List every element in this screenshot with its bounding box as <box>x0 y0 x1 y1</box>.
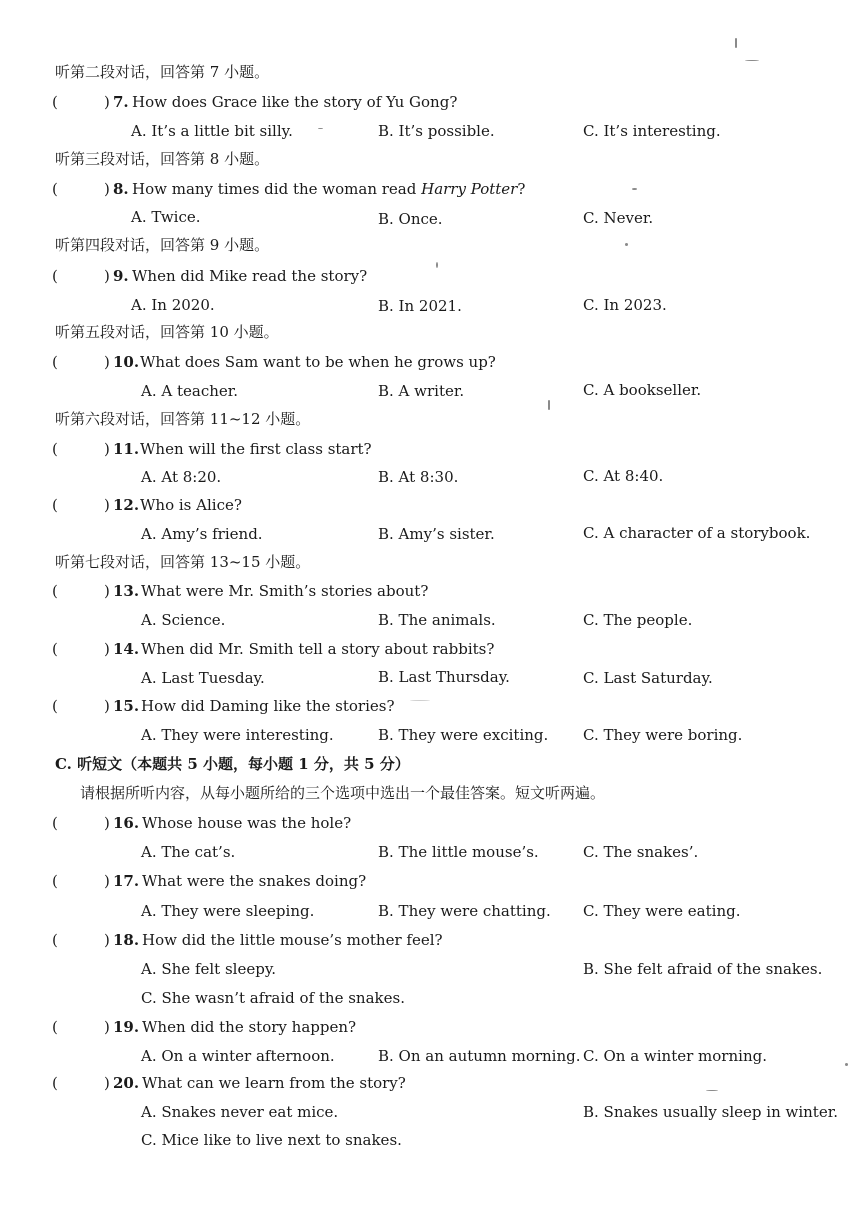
scan-speck <box>745 60 759 61</box>
answer-blank-close: ) <box>104 640 110 658</box>
scan-speck <box>706 1090 718 1091</box>
scan-speck <box>318 128 323 129</box>
answer-blank-open[interactable]: ( <box>52 93 58 111</box>
scan-speck <box>632 188 637 190</box>
answer-blank-close: ) <box>104 582 110 600</box>
option-b: B. The little mouse’s. <box>378 843 539 861</box>
option-c: C. She wasn’t afraid of the snakes. <box>141 989 405 1007</box>
answer-blank-open[interactable]: ( <box>52 872 58 890</box>
scan-speck <box>436 262 438 268</box>
option-c: C. On a winter morning. <box>583 1047 767 1065</box>
question-text: What can we learn from the story? <box>142 1074 406 1092</box>
option-c: C. Last Saturday. <box>583 669 713 687</box>
question-text <box>132 179 525 199</box>
question-text: When did the story happen? <box>142 1018 357 1036</box>
answer-blank-open[interactable]: ( <box>52 440 58 458</box>
option-b: B. The animals. <box>378 611 496 629</box>
option-c: C. A character of a storybook. <box>583 524 811 542</box>
scan-speck <box>735 38 737 48</box>
option-a: A. At 8:20. <box>141 468 222 486</box>
question-text: When did Mr. Smith tell a story about rabbits? <box>141 640 495 658</box>
answer-blank-open[interactable]: ( <box>52 814 58 832</box>
question-text: What does Sam want to be when he grows up? <box>140 353 496 371</box>
section-heading-4: 听第四段对话，回答第 9 小题。 <box>55 236 270 254</box>
option-a: A. The cat’s. <box>141 843 236 861</box>
scan-speck <box>625 243 628 246</box>
option-c: C. Never. <box>583 209 654 227</box>
answer-blank-open[interactable]: ( <box>52 1018 58 1036</box>
question-text: What were Mr. Smith’s stories about? <box>141 582 429 600</box>
question-number: 12. <box>113 496 140 514</box>
option-a: A. They were interesting. <box>141 726 334 744</box>
answer-blank-close: ) <box>104 267 110 285</box>
option-b: B. They were chatting. <box>378 902 551 920</box>
question-number: 20. <box>113 1074 140 1092</box>
option-c: C. It’s interesting. <box>583 122 721 140</box>
answer-blank-close: ) <box>104 1018 110 1036</box>
option-a: A. Last Tuesday. <box>141 669 265 687</box>
section-heading-5: 听第五段对话，回答第 10 小题。 <box>55 323 279 341</box>
book-title: Harry Potter <box>421 180 518 198</box>
option-c: C. The people. <box>583 611 693 629</box>
option-b: B. She felt afraid of the snakes. <box>583 960 823 978</box>
answer-blank-close: ) <box>104 697 110 715</box>
scan-speck <box>548 400 550 410</box>
option-c: C. Mice like to live next to snakes. <box>141 1131 402 1149</box>
option-b: B. A writer. <box>378 382 465 400</box>
option-a: A. She felt sleepy. <box>141 960 277 978</box>
answer-blank-open[interactable]: ( <box>52 180 58 198</box>
answer-blank-close: ) <box>104 814 110 832</box>
option-c: C. The snakes’. <box>583 843 699 861</box>
option-c: C. A bookseller. <box>583 381 702 399</box>
question-text: When did Mike read the story? <box>132 267 368 285</box>
answer-blank-open[interactable]: ( <box>52 1074 58 1092</box>
part-c-instruction: 请根据所听内容，从每小题所给的三个选项中选出一个最佳答案。短文听两遍。 <box>80 784 606 802</box>
option-b: B. It’s possible. <box>378 122 495 140</box>
option-b: B. Last Thursday. <box>378 668 510 686</box>
question-text: How did the little mouse’s mother feel? <box>142 931 443 949</box>
answer-blank-open[interactable]: ( <box>52 697 58 715</box>
question-text-pre: How many times did the woman read <box>132 180 422 198</box>
option-a: A. It’s a little bit silly. <box>131 122 293 140</box>
option-b: B. They were exciting. <box>378 726 549 744</box>
option-b: B. In 2021. <box>378 297 462 315</box>
question-number: 11. <box>113 440 140 458</box>
answer-blank-close: ) <box>104 931 110 949</box>
answer-blank-close: ) <box>104 353 110 371</box>
answer-blank-open[interactable]: ( <box>52 640 58 658</box>
question-number: 10. <box>113 353 140 371</box>
option-c: C. They were eating. <box>583 902 741 920</box>
section-heading-3: 听第三段对话，回答第 8 小题。 <box>55 150 270 168</box>
section-heading-6: 听第六段对话，回答第 11~12 小题。 <box>55 410 311 428</box>
scan-speck <box>410 700 430 701</box>
answer-blank-close: ) <box>104 93 110 111</box>
question-number: 16. <box>113 814 140 832</box>
question-number: 17. <box>113 872 140 890</box>
option-b: B. Amy’s sister. <box>378 525 495 543</box>
option-b: B. Once. <box>378 210 443 228</box>
question-number: 14. <box>113 640 140 658</box>
answer-blank-open[interactable]: ( <box>52 582 58 600</box>
option-a: A. A teacher. <box>141 382 239 400</box>
question-number: 7. <box>113 93 129 111</box>
section-heading-2: 听第二段对话，回答第 7 小题。 <box>55 63 270 81</box>
question-number: 15. <box>113 697 140 715</box>
question-number: 9. <box>113 267 129 285</box>
option-a: A. Science. <box>141 611 226 629</box>
answer-blank-open[interactable]: ( <box>52 353 58 371</box>
question-number: 18. <box>113 931 140 949</box>
question-number: 13. <box>113 582 140 600</box>
option-b: B. At 8:30. <box>378 468 459 486</box>
answer-blank-open[interactable]: ( <box>52 931 58 949</box>
option-a: A. On a winter afternoon. <box>141 1047 335 1065</box>
part-c-title: C. 听短文（本题共 5 小题，每小题 1 分，共 5 分） <box>55 755 410 773</box>
option-c: C. They were boring. <box>583 726 743 744</box>
question-text-post: ? <box>517 180 526 198</box>
option-b: B. On an autumn morning. <box>378 1047 581 1065</box>
question-text: What were the snakes doing? <box>142 872 367 890</box>
answer-blank-open[interactable]: ( <box>52 267 58 285</box>
question-text: Whose house was the hole? <box>142 814 352 832</box>
option-c: C. In 2023. <box>583 296 667 314</box>
question-text: When will the first class start? <box>140 440 372 458</box>
answer-blank-close: ) <box>104 180 110 198</box>
option-a: A. In 2020. <box>131 296 215 314</box>
option-a: A. Snakes never eat mice. <box>141 1103 339 1121</box>
section-heading-7: 听第七段对话，回答第 13~15 小题。 <box>55 553 311 571</box>
answer-blank-close: ) <box>104 440 110 458</box>
answer-blank-close: ) <box>104 496 110 514</box>
answer-blank-close: ) <box>104 872 110 890</box>
option-a: A. Twice. <box>131 208 201 226</box>
answer-blank-close: ) <box>104 1074 110 1092</box>
option-a: A. Amy’s friend. <box>141 525 263 543</box>
question-number: 8. <box>113 180 129 198</box>
question-number: 19. <box>113 1018 140 1036</box>
option-b: B. Snakes usually sleep in winter. <box>583 1103 839 1121</box>
scan-speck <box>845 1063 848 1066</box>
option-c: C. At 8:40. <box>583 467 664 485</box>
question-text: Who is Alice? <box>140 496 242 514</box>
question-text: How does Grace like the story of Yu Gong? <box>132 93 458 111</box>
answer-blank-open[interactable]: ( <box>52 496 58 514</box>
option-a: A. They were sleeping. <box>141 902 315 920</box>
question-text: How did Daming like the stories? <box>141 697 395 715</box>
